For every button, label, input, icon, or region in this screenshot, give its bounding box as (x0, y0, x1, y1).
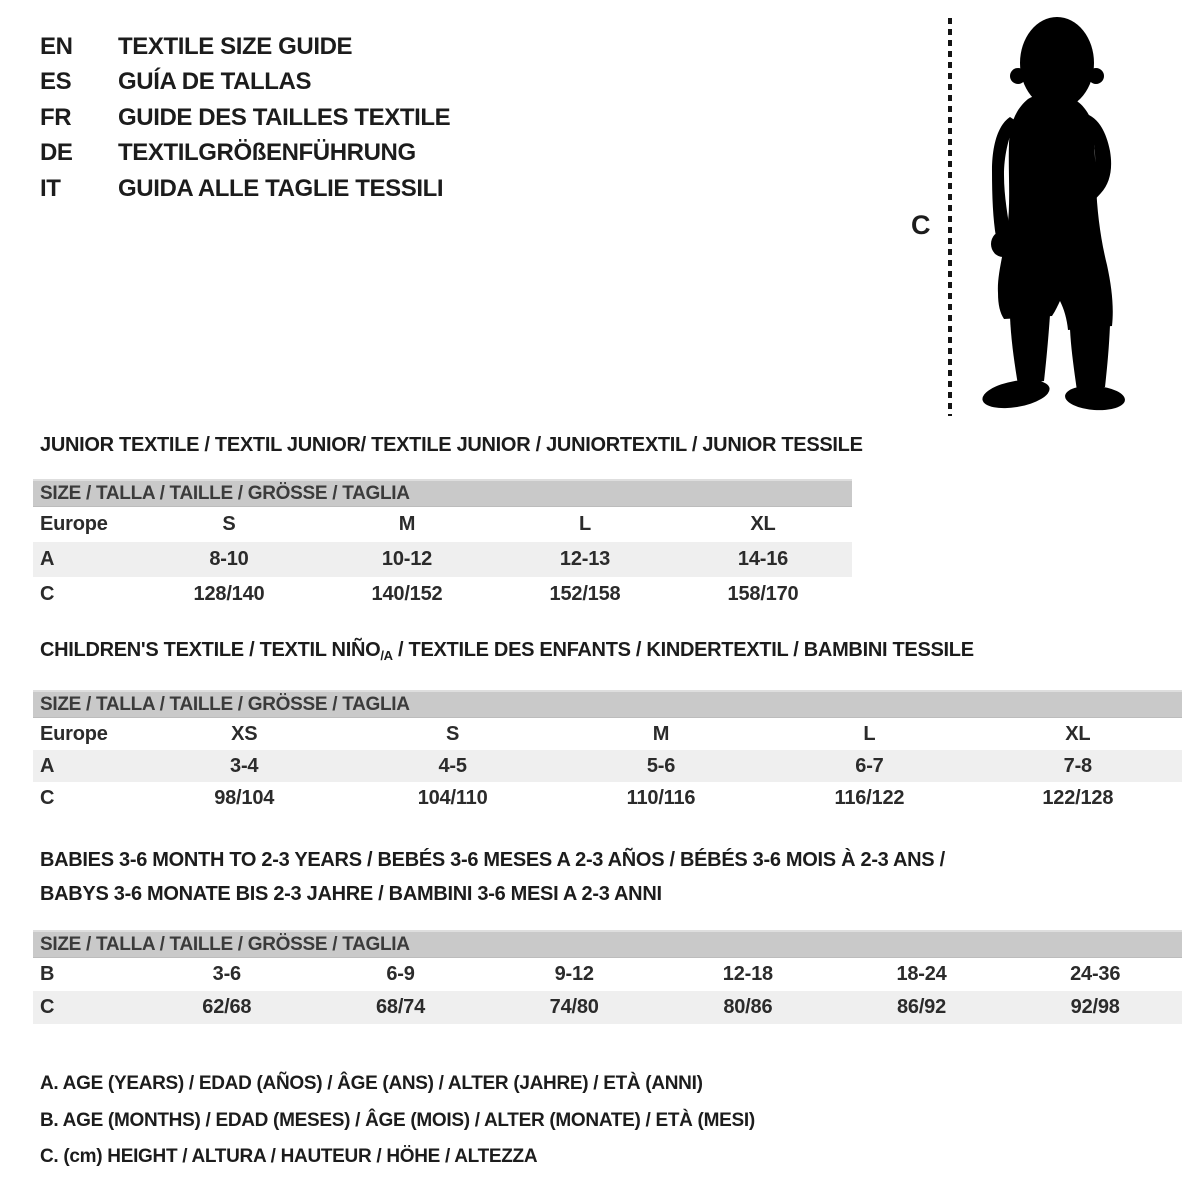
language-title: GUIDA ALLE TAGLIE TESSILI (118, 174, 444, 202)
size-cell: 122/128 (1042, 786, 1114, 809)
table-row (33, 958, 1182, 991)
row-label: A (40, 754, 55, 777)
size-cell: M (398, 513, 416, 535)
measurement-legend (40, 1066, 755, 1176)
size-cell: 9-12 (554, 963, 594, 985)
size-cell: S (222, 513, 236, 535)
language-row (40, 65, 450, 101)
legend-line: B. AGE (MONTHS) / EDAD (MESES) / ÂGE (MOIS) / ALTER (MONATE) / ETÀ (MESI) (40, 1109, 755, 1131)
size-cell: 12-18 (722, 963, 773, 985)
size-cell: 152/158 (549, 583, 621, 605)
size-cell: XS (231, 722, 258, 745)
size-cell: XL (750, 513, 776, 535)
size-cell: 140/152 (371, 583, 443, 605)
size-cell: 68/74 (375, 996, 426, 1018)
legend-line: C. (cm) HEIGHT / ALTURA / HAUTEUR / HÖHE / ALTEZZA (40, 1146, 538, 1167)
language-code: ES (40, 68, 72, 96)
size-cell: 4-5 (438, 754, 467, 777)
legend-line: A. AGE (YEARS) / EDAD (AÑOS) / ÂGE (ANS) / ALTER (JAHRE) / ETÀ (ANNI) (40, 1073, 703, 1094)
height-dashed-line (948, 18, 952, 416)
language-title: GUÍA DE TALLAS (118, 68, 312, 96)
size-cell: 110/116 (626, 786, 696, 809)
language-row (40, 29, 450, 65)
size-header-band: SIZE / TALLA / TAILLE / GRÖSSE / TAGLIA (33, 690, 1182, 718)
size-cell: 86/92 (896, 996, 947, 1018)
language-title: GUIDE DES TAILLES TEXTILE (118, 103, 451, 131)
size-cell: XL (1065, 722, 1091, 745)
table-row (33, 750, 1182, 782)
table-row (33, 991, 1182, 1024)
row-label: C (40, 583, 55, 605)
children-title-prefix: CHILDREN'S TEXTILE / TEXTIL NIÑO (40, 639, 381, 661)
children-title-sub: /A (380, 648, 393, 663)
language-code: EN (40, 32, 73, 60)
table-row (33, 542, 852, 577)
size-header-band: SIZE / TALLA / TAILLE / GRÖSSE / TAGLIA (33, 930, 1182, 958)
table-row (33, 782, 1182, 814)
language-row (40, 100, 450, 136)
size-cell: 128/140 (193, 583, 265, 605)
size-cell: L (578, 513, 592, 535)
size-cell: 18-24 (896, 963, 947, 985)
junior-size-table (33, 479, 852, 612)
row-label: C (40, 996, 55, 1018)
babies-title-line2: BABYS 3-6 MONATE BIS 2-3 JAHRE / BAMBINI 3-6 MESI A 2-3 ANNI (40, 883, 662, 905)
size-cell: 80/86 (723, 996, 773, 1018)
language-code: FR (40, 103, 72, 131)
size-cell: 158/170 (727, 583, 799, 605)
children-size-table (33, 690, 1182, 814)
size-cell: 74/80 (549, 996, 599, 1018)
toddler-silhouette (964, 13, 1139, 419)
size-cell: 10-12 (381, 548, 433, 570)
table-row (33, 507, 852, 542)
size-cell: S (446, 722, 460, 745)
size-cell: 116/122 (834, 786, 905, 809)
size-cell: 14-16 (737, 548, 789, 570)
children-title-suffix: / TEXTILE DES ENFANTS / KINDERTEXTIL / BAMBINI TESSILE (392, 639, 974, 661)
row-label: Europe (40, 722, 108, 745)
height-measure-label: C (911, 210, 931, 240)
language-header (40, 29, 450, 207)
junior-section-title: JUNIOR TEXTILE / TEXTIL JUNIOR/ TEXTILE JUNIOR / JUNIORTEXTIL / JUNIOR TESSILE (40, 434, 863, 456)
language-row (40, 171, 450, 207)
size-cell: M (652, 722, 670, 745)
size-cell: 24-36 (1070, 963, 1121, 985)
size-cell: 104/110 (417, 786, 488, 809)
size-cell: L (863, 722, 876, 745)
children-section-title (40, 639, 974, 663)
row-label: Europe (40, 513, 108, 535)
size-cell: 3-4 (230, 754, 259, 777)
babies-section-title (40, 843, 945, 911)
size-cell: 7-8 (1063, 754, 1092, 777)
size-cell: 62/68 (202, 996, 252, 1018)
size-header-band: SIZE / TALLA / TAILLE / GRÖSSE / TAGLIA (33, 479, 852, 507)
size-cell: 12-13 (559, 548, 611, 570)
size-cell: 6-9 (386, 963, 415, 985)
size-cell: 6-7 (855, 754, 884, 777)
size-cell: 92/98 (1070, 996, 1120, 1018)
size-cell: 98/104 (214, 786, 275, 809)
size-cell: 8-10 (209, 548, 249, 570)
babies-title-line1: BABIES 3-6 MONTH TO 2-3 YEARS / BEBÉS 3-6 MESES A 2-3 AÑOS / BÉBÉS 3-6 MOIS À 2-3 ANS / (40, 849, 945, 871)
table-row (33, 577, 852, 612)
size-cell: 5-6 (646, 754, 676, 777)
language-row (40, 136, 450, 172)
language-code: IT (40, 174, 61, 202)
babies-size-table (33, 930, 1182, 1024)
language-title: TEXTILE SIZE GUIDE (118, 32, 353, 60)
row-label: C (40, 786, 55, 809)
row-label: B (40, 963, 55, 985)
table-row (33, 718, 1182, 750)
language-code: DE (40, 139, 73, 167)
language-title: TEXTILGRÖßENFÜHRUNG (118, 139, 416, 167)
size-cell: 3-6 (212, 963, 241, 985)
row-label: A (40, 548, 55, 570)
